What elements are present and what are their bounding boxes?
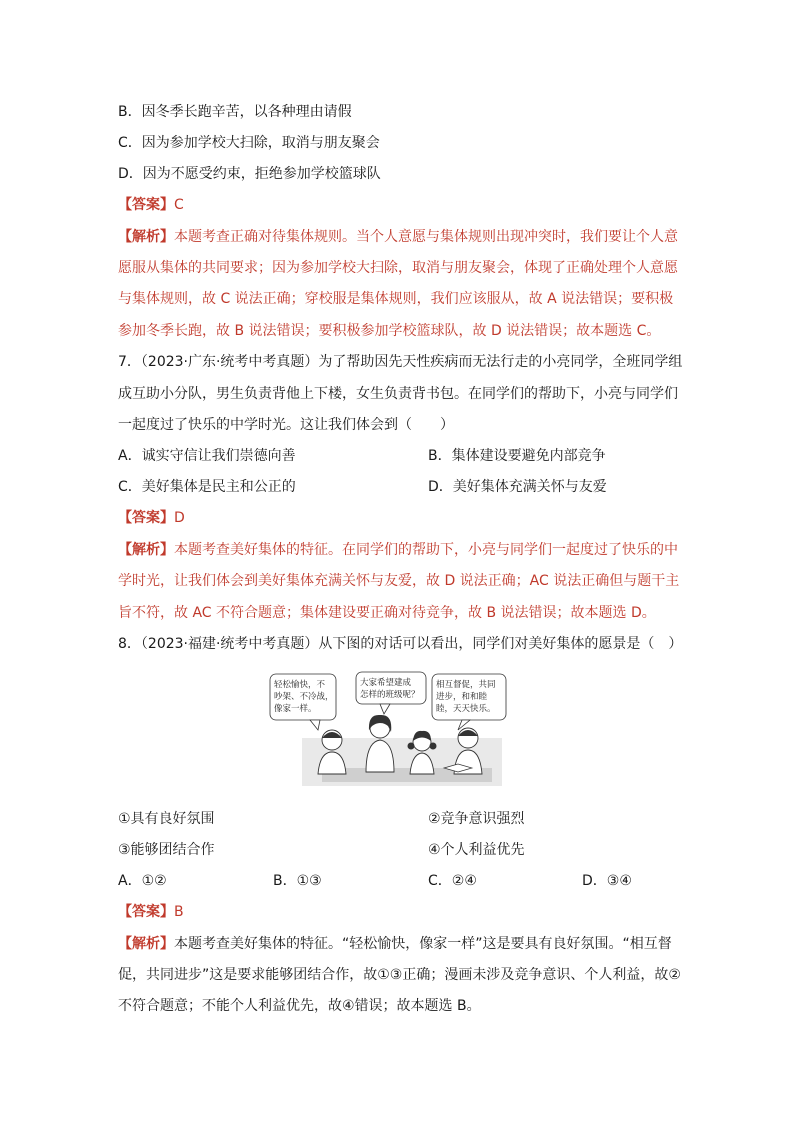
- bubble-right-line-2: 进步，和和睦: [436, 692, 488, 702]
- q8-statement-2: ②竞争意识强烈: [428, 811, 525, 827]
- q8-statement-4: ④个人利益优先: [428, 842, 525, 858]
- bubble-middle-line-2: 怎样的班级呢？: [360, 690, 420, 700]
- q7-answer: [118, 508, 185, 528]
- middle-speech-bubble: [356, 672, 426, 714]
- left-speech-bubble: [270, 674, 336, 730]
- q8-analysis-line-1: [118, 934, 672, 954]
- analysis-tag: 【解析】: [118, 936, 174, 952]
- q8-analysis-line-3: 不符合题意；不能个人利益优先，故④错误；故本题选 B。: [118, 998, 481, 1014]
- bubble-right-line-1: 相互督促，共同: [436, 680, 496, 690]
- q8-statement-3: ③能够团结合作: [118, 842, 215, 858]
- answer-value: B: [174, 904, 184, 920]
- q7-stem-line-2: 成互助小分队，男生负责背他上下楼，女生负责背书包。在同学们的帮助下，小亮与同学们: [118, 386, 678, 402]
- q7-analysis-line-3: 旨不符，故 AC 不符合题意；集体建设要正确对待竞争，故 B 说法错误；故本题选 D。: [118, 605, 656, 621]
- q7-option-b: B．集体建设要避免内部竞争: [428, 448, 606, 464]
- bubble-right-line-3: 睦，天天快乐。: [436, 704, 496, 714]
- q7-option-d: D．美好集体充满关怀与友爱: [428, 479, 607, 495]
- q6-option-c: C．因为参加学校大扫除，取消与朋友聚会: [118, 135, 380, 151]
- q7-option-c: C．美好集体是民主和公正的: [118, 479, 296, 495]
- classroom-dialogue-illustration: [262, 668, 532, 793]
- q6-answer: [118, 195, 184, 215]
- bubble-left-line-2: 吵架、不冷战，: [274, 692, 334, 702]
- q6-analysis-line-3: 与集体规则，故 C 说法正确；穿校服是集体规则，我们应该服从，故 A 说法错误；要积极: [118, 291, 674, 307]
- bubble-left-line-3: 像家一样。: [274, 704, 317, 714]
- q8-option-d: D．③④: [582, 873, 632, 889]
- bubble-left-line-1: 轻松愉快，不: [274, 680, 326, 690]
- q7-option-a: A．诚实守信让我们崇德向善: [118, 448, 296, 464]
- bubble-middle-line-1: 大家希望建成: [360, 678, 412, 688]
- answer-value: C: [174, 197, 184, 213]
- q8-stem: 8．（2023·福建·统考中考真题）从下图的对话可以看出，同学们对美好集体的愿景是（ ）: [118, 636, 683, 652]
- right-speech-bubble: [432, 674, 506, 730]
- analysis-tag: 【解析】: [118, 229, 174, 245]
- analysis-text: 本题考查美好集体的特征。在同学们的帮助下，小亮与同学们一起度过了快乐的中: [174, 542, 678, 558]
- answer-value: D: [174, 510, 185, 526]
- q8-option-c: C．②④: [428, 873, 477, 889]
- q6-option-b: B．因冬季长跑辛苦，以各种理由请假: [118, 104, 352, 120]
- q6-analysis-line-2: 愿服从集体的共同要求；因为参加学校大扫除，取消与朋友聚会，体现了正确处理个人意愿: [118, 260, 678, 276]
- q8-option-b: B．①③: [273, 873, 322, 889]
- q7-analysis-line-2: 学时光，让我们体会到美好集体充满关怀与友爱，故 D 说法正确；AC 说法正确但与题干主: [118, 573, 680, 589]
- q8-statement-1: ①具有良好氛围: [118, 811, 215, 827]
- analysis-text: 本题考查美好集体的特征。“轻松愉快，像家一样”这是要具有良好氛围。“相互督: [174, 936, 672, 952]
- answer-tag: 【答案】: [118, 510, 174, 526]
- q8-analysis-line-2: 促，共同进步”这是要求能够团结合作，故①③正确；漫画未涉及竞争意识、个人利益，故②: [118, 967, 681, 983]
- answer-tag: 【答案】: [118, 904, 174, 920]
- q7-stem-line-3: 一起度过了快乐的中学时光。这让我们体会到（ ）: [118, 417, 454, 433]
- q8-option-a: A．①②: [118, 873, 167, 889]
- q6-analysis-line-4: 参加冬季长跑，故 B 说法错误；要积极参加学校篮球队，故 D 说法错误；故本题选 C。: [118, 323, 661, 339]
- q7-analysis-line-1: [118, 540, 678, 560]
- q6-option-d: D．因为不愿受约束，拒绝参加学校篮球队: [118, 166, 381, 182]
- q6-analysis-line-1: [118, 227, 678, 247]
- analysis-tag: 【解析】: [118, 542, 174, 558]
- analysis-text: 本题考查正确对待集体规则。当个人意愿与集体规则出现冲突时，我们要让个人意: [174, 229, 678, 245]
- answer-tag: 【答案】: [118, 197, 174, 213]
- q8-answer: [118, 902, 184, 922]
- q7-stem-line-1: 7．（2023·广东·统考中考真题）为了帮助因先天性疾病而无法行走的小亮同学，全班同学组: [118, 354, 683, 370]
